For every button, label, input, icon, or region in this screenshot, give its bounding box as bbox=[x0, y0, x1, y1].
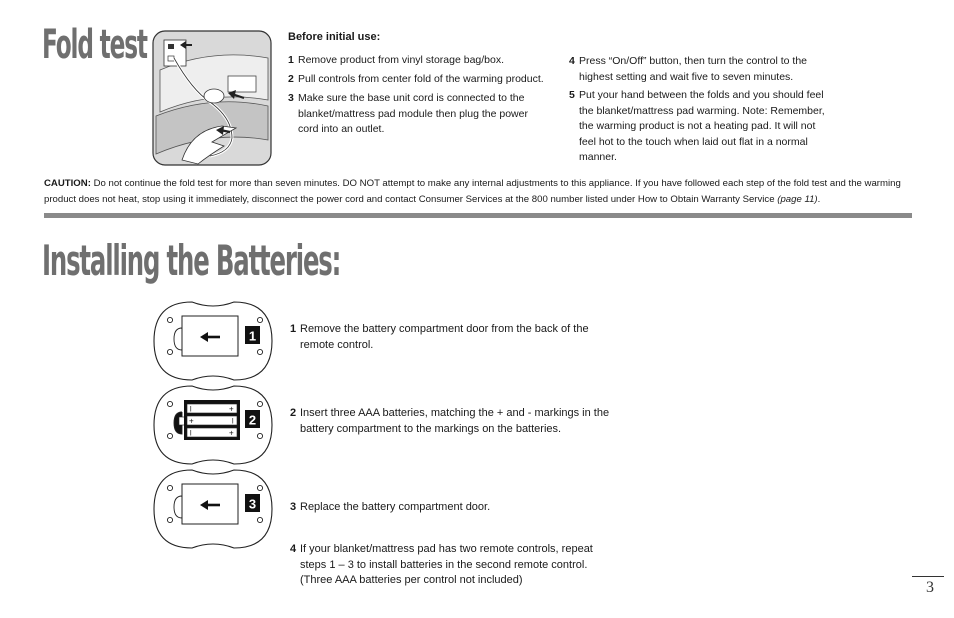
step-number: 4 bbox=[290, 543, 297, 555]
svg-text:+: + bbox=[189, 416, 194, 426]
step-number: 2 bbox=[288, 73, 294, 85]
step-number: 3 bbox=[290, 501, 297, 513]
step-number: 3 bbox=[288, 92, 294, 104]
caution-label: CAUTION: bbox=[44, 178, 91, 189]
step-text: Pull controls from center fold of the warming product. bbox=[298, 73, 544, 85]
caution-notice bbox=[44, 176, 904, 207]
figure-label: 1 bbox=[248, 328, 257, 344]
figure-label: 2 bbox=[248, 412, 257, 428]
step-text: Insert three AAA batteries, matching the + and - markings in the battery compartment to the markings on the batteries. bbox=[300, 407, 610, 435]
battery-step-1-illustration bbox=[152, 300, 274, 382]
fold-test-title: Fold test bbox=[42, 22, 147, 68]
battery-step-4 bbox=[290, 542, 610, 589]
figure-label: 3 bbox=[248, 496, 257, 512]
step-text: Put your hand between the folds and you should feel the blanket/mattress pad warming. Note: Remember, the warming product is not a heating pad. It will not feel hot to the touch when laid out flat in a normal manner. bbox=[579, 89, 825, 163]
step-text: Press “On/Off” button, then turn the control to the highest setting and wait five to seven minutes. bbox=[579, 55, 808, 83]
fold-step-5 bbox=[569, 88, 834, 166]
fold-step-3 bbox=[288, 91, 548, 138]
step-number: 5 bbox=[569, 89, 575, 101]
caution-page-reference: (page 11) bbox=[777, 193, 818, 205]
battery-step-3-illustration bbox=[152, 468, 274, 550]
step-text: If your blanket/mattress pad has two remote controls, repeat steps 1 – 3 to install batteries in the second remote control. (Three AAA batteries per control not included) bbox=[300, 543, 593, 586]
caution-end: . bbox=[817, 193, 821, 205]
battery-step-1 bbox=[290, 322, 610, 353]
page-number: 3 bbox=[926, 579, 934, 596]
step-text: Replace the battery compartment door. bbox=[300, 501, 491, 513]
step-text: Make sure the base unit cord is connected to the blanket/mattress pad module then plug the power cord into an outlet. bbox=[298, 92, 528, 135]
step-number: 4 bbox=[569, 55, 575, 67]
step-number: 2 bbox=[290, 407, 297, 419]
step-text: Remove the battery compartment door from the back of the remote control. bbox=[300, 323, 589, 351]
step-number: 1 bbox=[288, 54, 294, 66]
svg-text:l: l bbox=[190, 430, 192, 438]
section-divider bbox=[44, 213, 912, 218]
fold-step-4 bbox=[569, 54, 834, 85]
before-initial-use-heading: Before initial use: bbox=[288, 31, 381, 43]
fold-step-2 bbox=[288, 72, 548, 88]
svg-text:+: + bbox=[229, 428, 234, 438]
battery-step-2 bbox=[290, 406, 610, 437]
fold-step-1 bbox=[288, 53, 548, 69]
battery-step-3 bbox=[290, 500, 610, 516]
step-text: Remove product from vinyl storage bag/box. bbox=[298, 54, 505, 66]
svg-text:l: l bbox=[232, 418, 234, 426]
page-number-box bbox=[912, 576, 944, 599]
battery-step-2-illustration bbox=[152, 384, 274, 466]
svg-text:+: + bbox=[229, 404, 234, 414]
step-number: 1 bbox=[290, 323, 297, 335]
fold-test-illustration bbox=[152, 30, 272, 166]
caution-text: Do not continue the fold test for more than seven minutes. DO NOT attempt to make any internal adjustments to this appliance. If you have followed each step of the fold test and the warming product does not heat, stop using it immediately, disconnect the power cord and contact Consumer Services at the 800 number listed under How to Obtain Warranty Service bbox=[44, 178, 901, 205]
batteries-title: Installing the Batteries: bbox=[42, 236, 341, 285]
svg-text:l: l bbox=[190, 406, 192, 414]
